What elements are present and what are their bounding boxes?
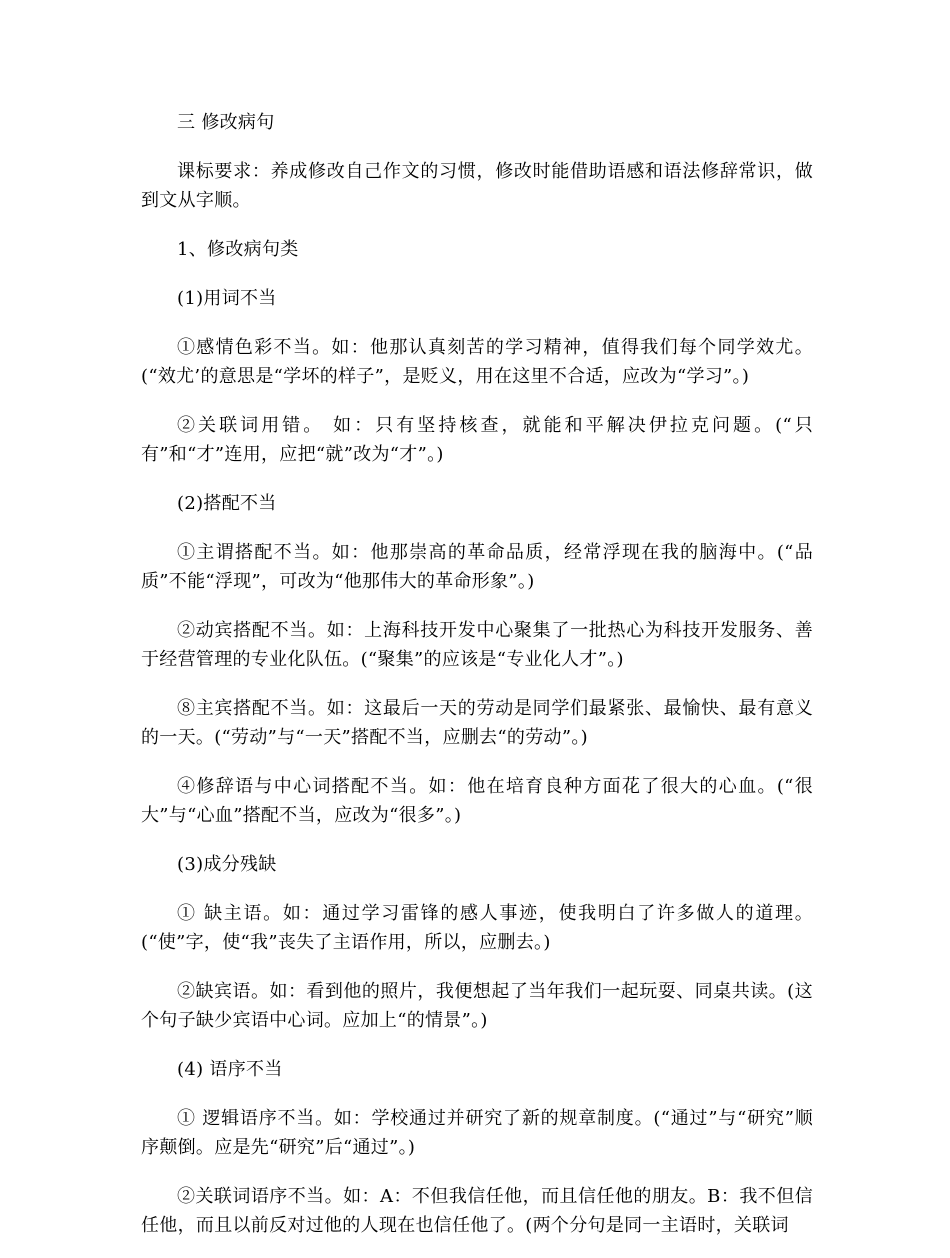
section-heading: 三 修改病句 [177,112,275,133]
example-paragraph: ① 缺主语。如：通过学习雷锋的感人事迹，使我明白了许多做人的道理。(“使”字，使“我”丧失了主语作用，所以，应删去。) [141,903,813,953]
example-paragraph: ①主谓搭配不当。如：他那崇高的革命品质，经常浮现在我的脑海中。(“品质”不能“浮现”，可改为“他那伟大的革命形象”。) [141,542,813,592]
example-paragraph: ②缺宾语。如：看到他的照片，我便想起了当年我们一起玩耍、同桌共读。(这个句子缺少宾语中心词。应加上“的情景”。) [141,981,813,1031]
category-heading-word-misuse: (1)用词不当 [177,288,277,309]
curriculum-requirement: 课标要求：养成修改自己作文的习惯，修改时能借助语感和语法修辞常识，做到文从字顺。 [141,161,813,211]
example-paragraph: ① 逻辑语序不当。如：学校通过并研究了新的规章制度。(“通过”与“研究”顺序颠倒。应是先“研究”后“通过”。) [141,1108,813,1158]
subsection-heading: 1、修改病句类 [177,239,299,260]
example-paragraph: ④修辞语与中心词搭配不当。如：他在培育良种方面花了很大的心血。(“很大”与“心血”搭配不当，应改为“很多”。) [141,776,813,826]
document-page [141,108,813,1258]
example-paragraph: ②动宾搭配不当。如：上海科技开发中心聚集了一批热心为科技开发服务、善于经营管理的专业化队伍。(“聚集”的应该是“专业化人才”。) [141,620,813,670]
example-paragraph: ①感情色彩不当。如：他那认真刻苦的学习精神，值得我们每个同学效尤。(“效尤’的意思是“学坏的样子”，是贬义，用在这里不合适，应改为“学习”。) [141,337,813,387]
category-heading-missing-component: (3)成分残缺 [177,854,277,875]
example-paragraph: ⑧主宾搭配不当。如：这最后一天的劳动是同学们最紧张、最愉快、最有意义的一天。(“劳动”与“一天”搭配不当，应删去“的劳动”。) [141,698,813,748]
example-paragraph: ②关联词语序不当。如：A：不但我信任他，而且信任他的朋友。B：我不但信任他，而且以前反对过他的人现在也信任他了。(两个分句是同一主语时，关联词 [141,1186,813,1236]
example-paragraph: ②关联词用错。 如：只有坚持核查，就能和平解决伊拉克问题。(“只有”和“才”连用，应把“就”改为“才”。) [141,415,813,465]
category-heading-word-order: (4) 语序不当 [177,1059,283,1080]
category-heading-collocation: (2)搭配不当 [177,493,277,514]
